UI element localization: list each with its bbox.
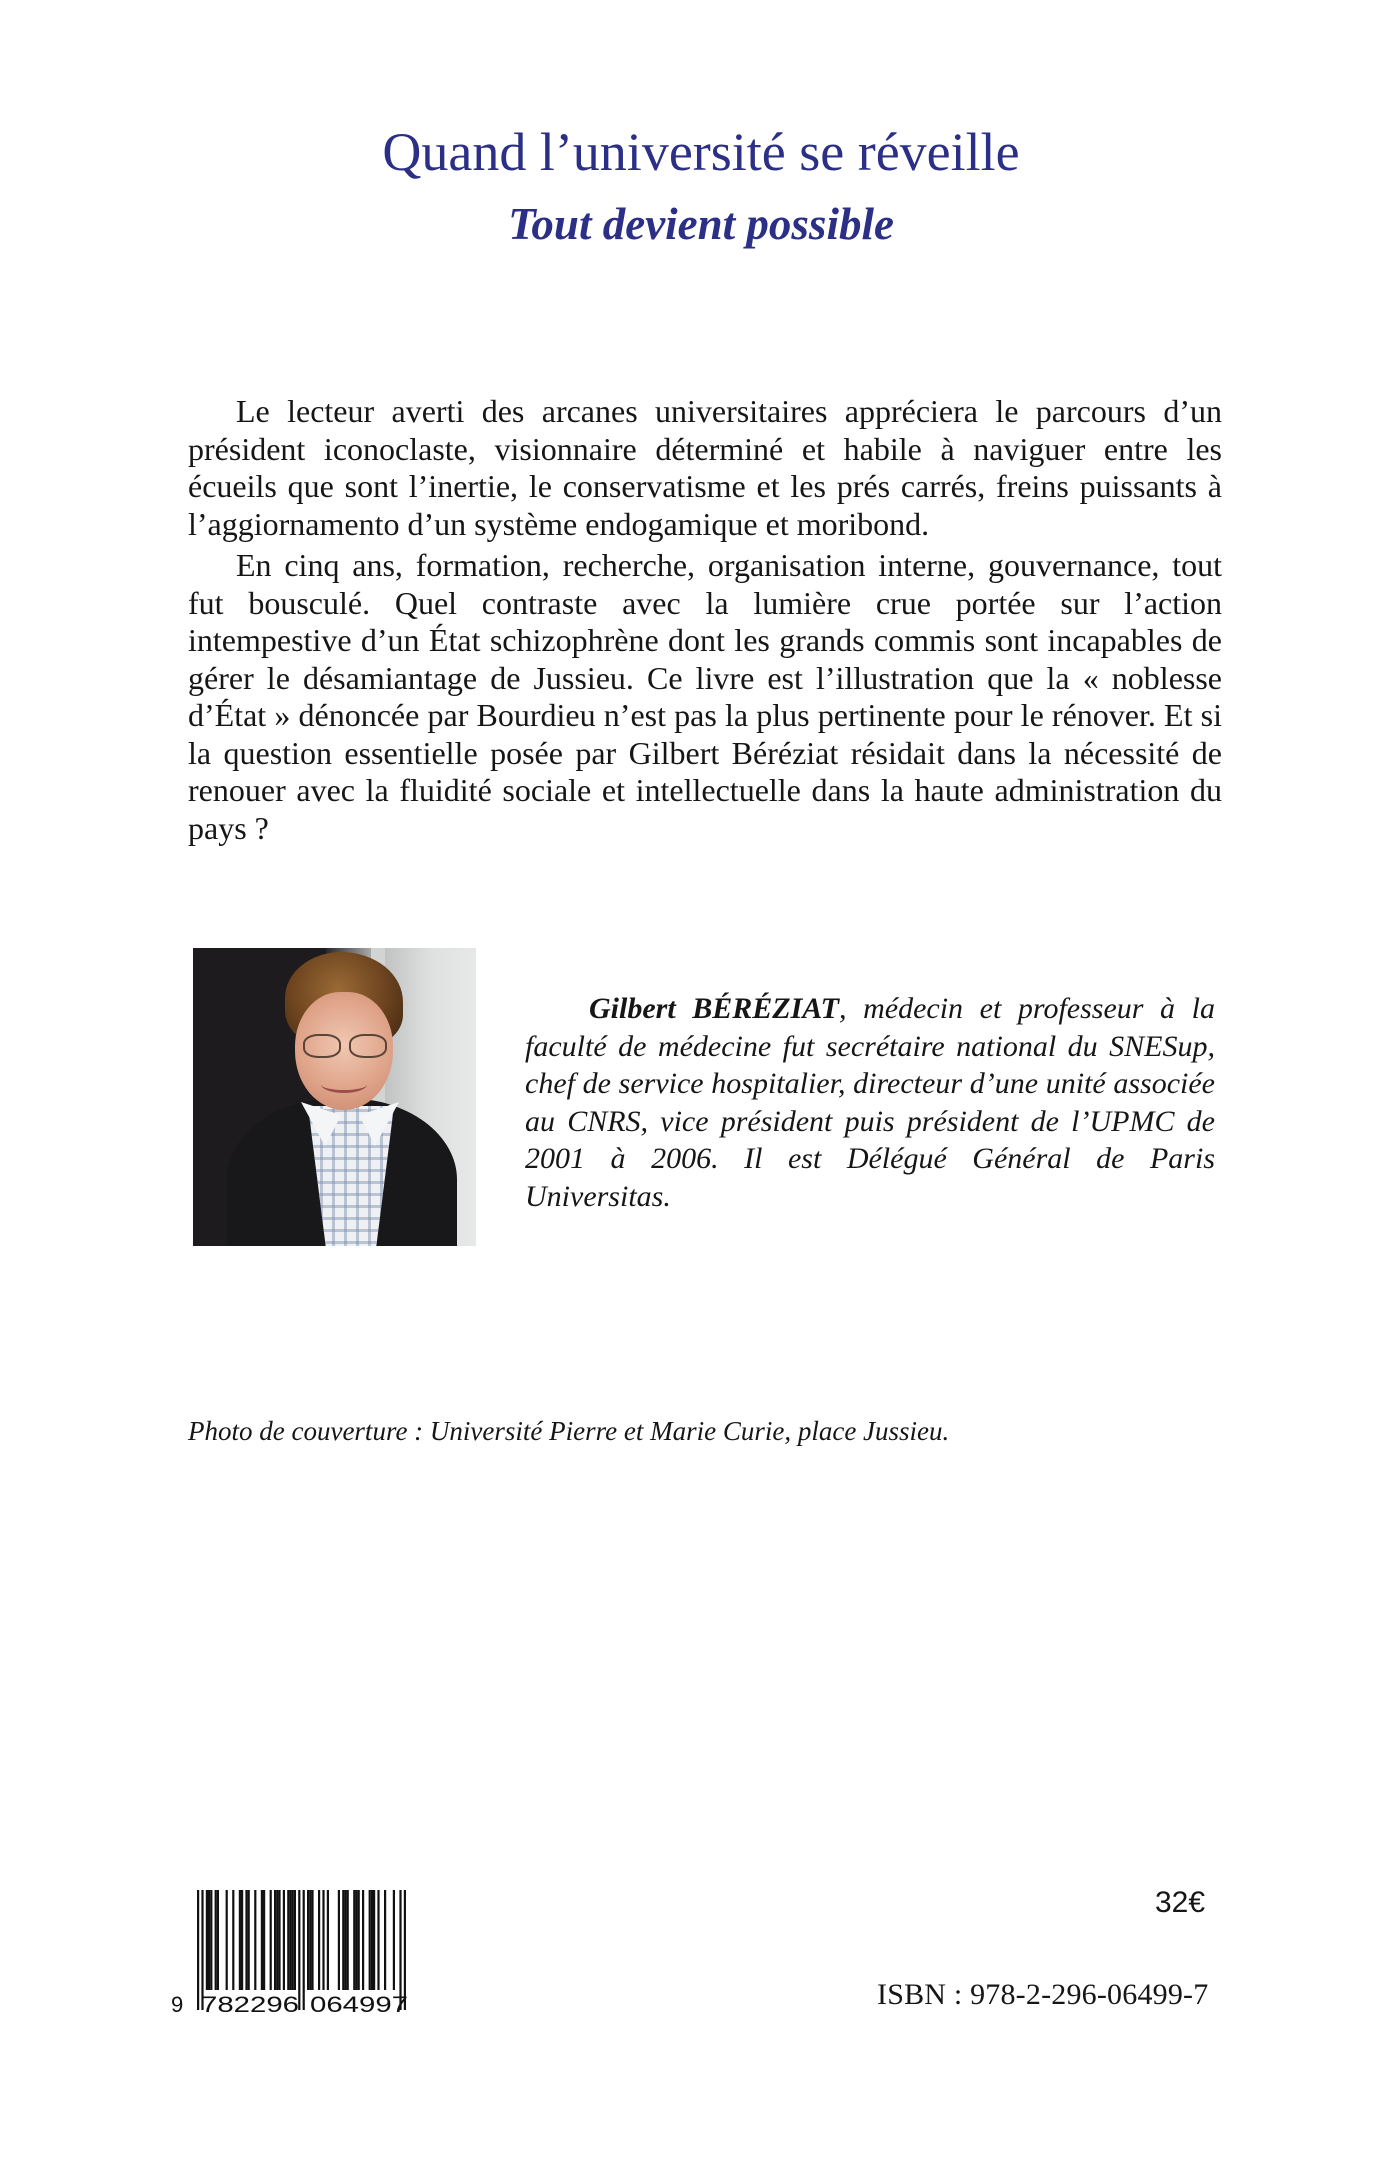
barcode-left-digits: 782296	[201, 1992, 299, 2016]
barcode-bar	[270, 1890, 272, 1990]
barcode-bar	[226, 1890, 228, 1990]
barcode-bar	[232, 1890, 234, 1990]
blurb-paragraph: En cinq ans, formation, recherche, organisation interne, gouvernance, tout fut bousculé. Quel contraste avec la lumière crue portée sur l’action intempestive d’un État schizophrène dont les grands commis sont incapables de gérer le désamiantage de Jussieu. Ce livre est l’illustration que la « noblesse d’État » dénoncée par Bourdieu n’est pas la plus pertinente pour le rénover. Et si la question essentielle posée par Gilbert Béréziat résidait dans la nécessité de renouer avec la fluidité sociale et intellectuelle dans la haute administration du pays ?	[188, 547, 1222, 846]
barcode-bar	[292, 1890, 294, 1990]
barcode-bar	[239, 1890, 241, 1990]
barcode-right-digits: 064997	[310, 1992, 408, 2016]
book-title: Quand l’université se réveille	[382, 122, 1020, 182]
author-bio	[525, 990, 1215, 1215]
barcode-bar	[254, 1890, 256, 1990]
photo-credit: Photo de couverture : Université Pierre et Marie Curie, place Jussieu.	[188, 1416, 950, 1446]
barcode-bar	[309, 1890, 311, 1990]
barcode-guard-bar	[303, 1890, 305, 2010]
barcode-bar	[245, 1890, 247, 1990]
barcode-bar	[287, 1890, 289, 1990]
barcode-guard-bar	[197, 1890, 199, 2010]
barcode-bar	[278, 1890, 280, 1990]
barcode-bar	[355, 1890, 357, 1990]
barcode-bar	[347, 1890, 349, 1990]
barcode-bar	[318, 1890, 320, 1990]
barcode-bar	[342, 1890, 344, 1990]
barcode-graphic	[169, 1888, 431, 2016]
barcode-bar	[215, 1890, 217, 1990]
barcode-bar	[371, 1890, 373, 1990]
barcode-bar	[248, 1890, 250, 1990]
barcode-bar	[373, 1890, 375, 1990]
barcode-bar	[307, 1890, 309, 1990]
barcode-bar	[344, 1890, 346, 1990]
price: 32€	[1155, 1886, 1206, 1919]
barcode-bar	[210, 1890, 212, 1990]
barcode-bar	[338, 1890, 340, 1990]
barcode-bar	[283, 1890, 285, 1990]
barcode-bar	[327, 1890, 329, 1990]
barcode-bar	[294, 1890, 296, 1990]
blurb-paragraph: Le lecteur averti des arcanes universitaires appréciera le parcours d’un président iconoclaste, visionnaire déterminé et habile à naviguer entre les écueils que sont l’inertie, le conservatisme et les prés carrés, freins puissants à l’aggiornamento d’un système endogamique et moribond.	[188, 393, 1222, 542]
barcode-bar	[369, 1890, 371, 1990]
barcode-bar	[311, 1890, 313, 1990]
barcode-bar	[353, 1890, 355, 1990]
book-subtitle: Tout devient possible	[508, 199, 894, 249]
book-blurb	[188, 393, 1222, 847]
barcode-bar	[384, 1890, 386, 1990]
author-photo	[193, 948, 476, 1246]
barcode-bar	[241, 1890, 243, 1990]
barcode-bar	[393, 1890, 395, 1990]
barcode-bar	[206, 1890, 208, 1990]
barcode-bar	[263, 1890, 265, 1990]
barcode-bar	[377, 1890, 379, 1990]
author-bio-text: , médecin et professeur à la faculté de médecine fut secrétaire national du SNESup, chef de service hospitalier, directeur d’une unité associée au CNRS, vice président puis président de l’UPMC de 2001 à 2006. Il est Délégué Général de Paris Universitas.	[525, 992, 1215, 1213]
barcode	[169, 1888, 431, 2016]
barcode-bar	[274, 1890, 276, 1990]
barcode-bar	[322, 1890, 324, 1990]
barcode-bar	[208, 1890, 210, 1990]
barcode-bar	[358, 1890, 360, 1990]
barcode-bar	[261, 1890, 263, 1990]
barcode-bar	[217, 1890, 219, 1990]
barcode-bar	[289, 1890, 291, 1990]
barcode-bar	[276, 1890, 278, 1990]
author-name: Gilbert BÉRÉZIAT	[589, 992, 839, 1025]
barcode-bar	[362, 1890, 364, 1990]
isbn: ISBN : 978-2-296-06499-7	[877, 1978, 1209, 2011]
barcode-first-digit: 9	[171, 1992, 184, 2016]
